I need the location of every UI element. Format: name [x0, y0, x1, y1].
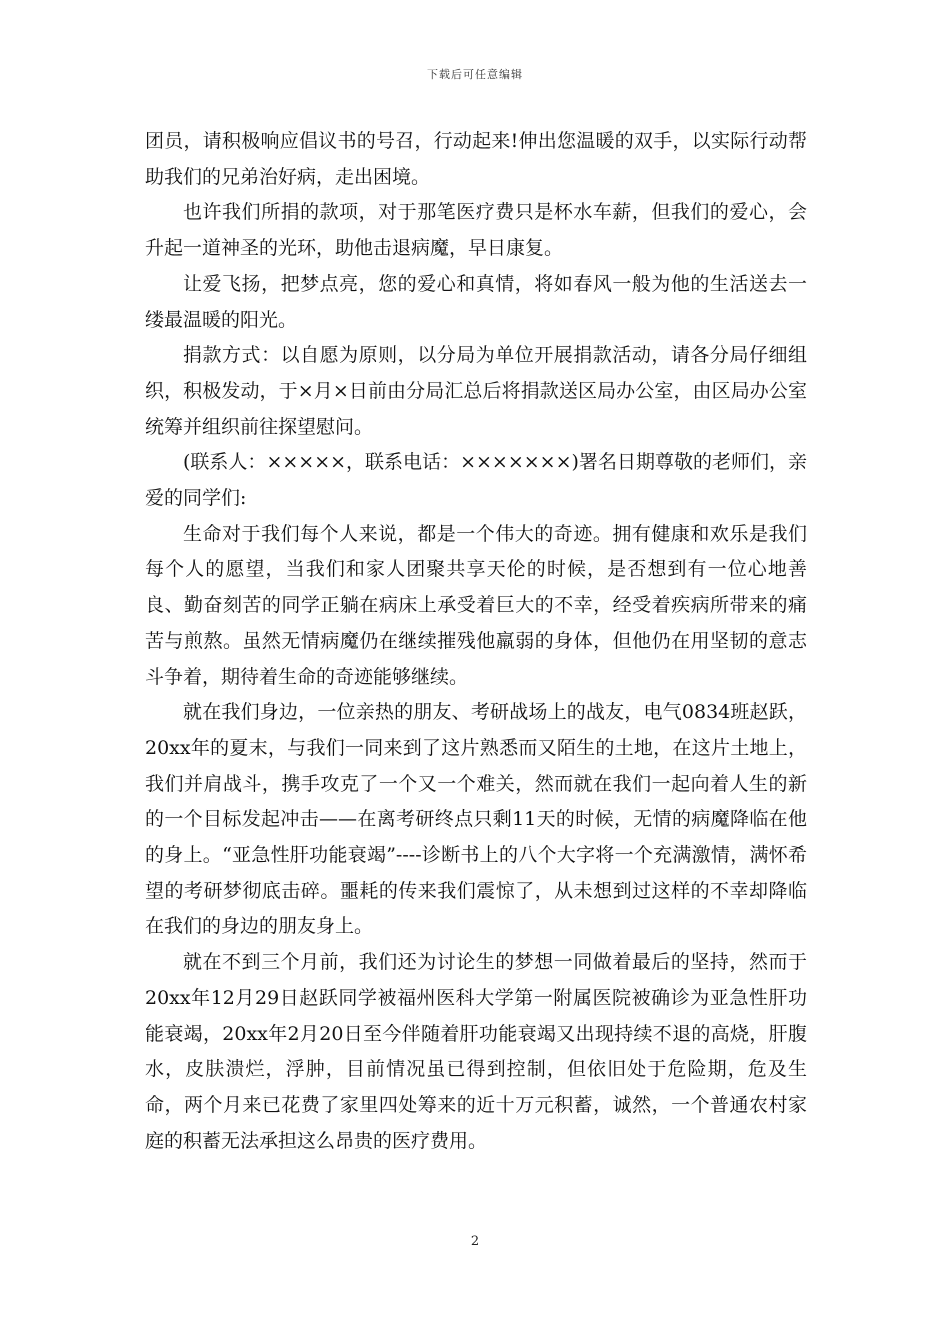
paragraph: 也许我们所捐的款项，对于那笔医疗费只是杯水车薪，但我们的爱心，会升起一道神圣的光环，助他击退病魔，早日康复。	[145, 201, 807, 260]
paragraph: 让爱飞扬，把梦点亮，您的爱心和真情，将如春风一般为他的生活送去一缕最温暖的阳光。	[145, 272, 807, 331]
paragraph: 就在我们身边，一位亲热的朋友、考研战场上的战友，电气0834班赵跃，20xx年的夏末，与我们一同来到了这片熟悉而又陌生的土地，在这片土地上，我们并肩战斗，携手攻克了一个又一个难关，然而就在我们一起向着人生的新的一个目标发起冲击——在离考研终点只剩11天的时候，无情的病魔降临在他的身上。“亚急性肝功能衰竭”----诊断书上的八个大字将一个充满激情，满怀希望的考研梦彻底击碎。噩耗的传来我们震惊了，从未想到过这样的不幸却降临在我们的身边的朋友身上。	[145, 701, 807, 938]
paragraph: 生命对于我们每个人来说，都是一个伟大的奇迹。拥有健康和欢乐是我们每个人的愿望，当我们和家人团聚共享天伦的时候，是否想到有一位心地善良、勤奋刻苦的同学正躺在病床上承受着巨大的不幸，经受着疾病所带来的痛苦与煎熬。虽然无情病魔仍在继续摧残他羸弱的身体，但他仍在用坚韧的意志斗争着，期待着生命的奇迹能够继续。	[145, 522, 807, 688]
paragraph: 捐款方式：以自愿为原则，以分局为单位开展捐款活动，请各分局仔细组织，积极发动，于×月×日前由分局汇总后将捐款送区局办公室，由区局办公室统筹并组织前往探望慰问。	[145, 344, 807, 438]
page-number: 2	[470, 1234, 480, 1249]
page-header: 下载后可任意编辑	[427, 68, 523, 81]
paragraph: 就在不到三个月前，我们还为讨论生的梦想一同做着最后的坚持，然而于20xx年12月29日赵跃同学被福州医科大学第一附属医院被确诊为亚急性肝功能衰竭，20xx年2月20日至今伴随着肝功能衰竭又出现持续不退的高烧，肝腹水，皮肤溃烂，浮肿，目前情况虽已得到控制，但依旧处于危险期，危及生命，两个月来已花费了家里四处筹来的近十万元积蓄，诚然，一个普通农村家庭的积蓄无法承担这么昂贵的医疗费用。	[145, 951, 807, 1152]
paragraph: (联系人：×××××，联系电话：×××××××)署名日期尊敬的老师们，亲爱的同学们:	[145, 451, 807, 510]
document-body	[145, 124, 807, 1159]
paragraph: 团员，请积极响应倡议书的号召，行动起来!伸出您温暖的双手，以实际行动帮助我们的兄弟治好病，走出困境。	[145, 130, 807, 188]
